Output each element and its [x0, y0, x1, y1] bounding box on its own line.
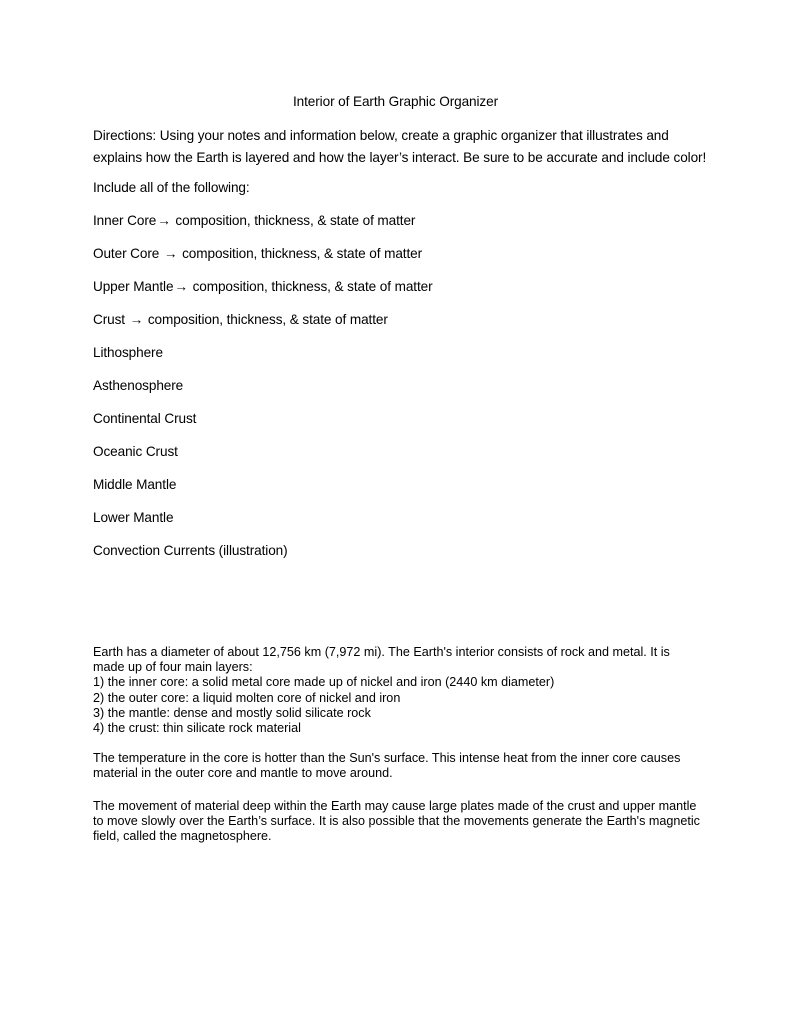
list-item — [93, 376, 433, 409]
item-label: Asthenosphere — [93, 378, 184, 393]
arrow-right-icon: → — [129, 312, 144, 327]
list-item — [93, 442, 433, 475]
arrow-right-icon: → — [163, 246, 178, 261]
list-item — [93, 508, 433, 541]
list-item — [93, 541, 433, 574]
requirements-list — [93, 211, 433, 574]
directions-text: Directions: Using your notes and information below, create a graphic organizer that illustrates and explains how the Earth is layered and how the layer’s interact. Be sure to be accurate and include color! — [93, 128, 707, 165]
item-detail: composition, thickness, & state of matter — [182, 246, 423, 261]
movement-text: The movement of material deep within the Earth may cause large plates made of the crust and upper mantle to move slowly over the Earth’s surface. It is also possible that the movements generate the Earth's magnetic field, called the magnetosphere. — [93, 799, 700, 844]
list-item — [93, 343, 433, 376]
list-item — [93, 310, 433, 343]
layers-paragraph — [93, 645, 703, 736]
document-title: Interior of Earth Graphic Organizer — [292, 94, 499, 109]
temperature-text: The temperature in the core is hotter than the Sun's surface. This intense heat from the inner core causes material in the outer core and mantle to move around. — [93, 751, 681, 781]
list-item — [93, 244, 433, 277]
temperature-paragraph — [93, 751, 703, 781]
item-label: Lower Mantle — [93, 510, 174, 525]
item-label: Convection Currents (illustration) — [93, 543, 288, 558]
list-item — [93, 409, 433, 442]
item-label: Outer Core — [93, 246, 163, 261]
layer-line: 4) the crust: thin silicate rock material — [93, 721, 301, 736]
layer-line: 2) the outer core: a liquid molten core of nickel and iron — [93, 690, 401, 705]
item-detail: composition, thickness, & state of matter — [192, 279, 433, 294]
item-label: Inner Core — [93, 213, 157, 228]
layer-line: 3) the mantle: dense and mostly solid silicate rock — [93, 705, 371, 720]
item-label: Lithosphere — [93, 345, 163, 360]
arrow-right-icon: → — [157, 213, 171, 228]
item-label: Crust — [93, 312, 129, 327]
list-item — [93, 277, 433, 310]
item-label: Continental Crust — [93, 411, 197, 426]
item-detail: composition, thickness, & state of matter — [147, 312, 388, 327]
list-item — [93, 211, 433, 244]
item-label: Upper Mantle — [93, 279, 174, 294]
item-detail: composition, thickness, & state of matter — [175, 213, 416, 228]
item-label: Middle Mantle — [93, 477, 177, 492]
layer-line: 1) the inner core: a solid metal core made up of nickel and iron (2440 km diameter) — [93, 675, 555, 690]
arrow-right-icon: → — [174, 279, 188, 294]
item-label: Oceanic Crust — [93, 444, 178, 459]
intro-text: Earth has a diameter of about 12,756 km (7,972 mi). The Earth's interior consists of rock and metal. It is made up of four main layers: — [93, 645, 670, 675]
include-heading: Include all of the following: — [93, 180, 250, 195]
list-item — [93, 475, 433, 508]
movement-paragraph — [93, 799, 703, 845]
